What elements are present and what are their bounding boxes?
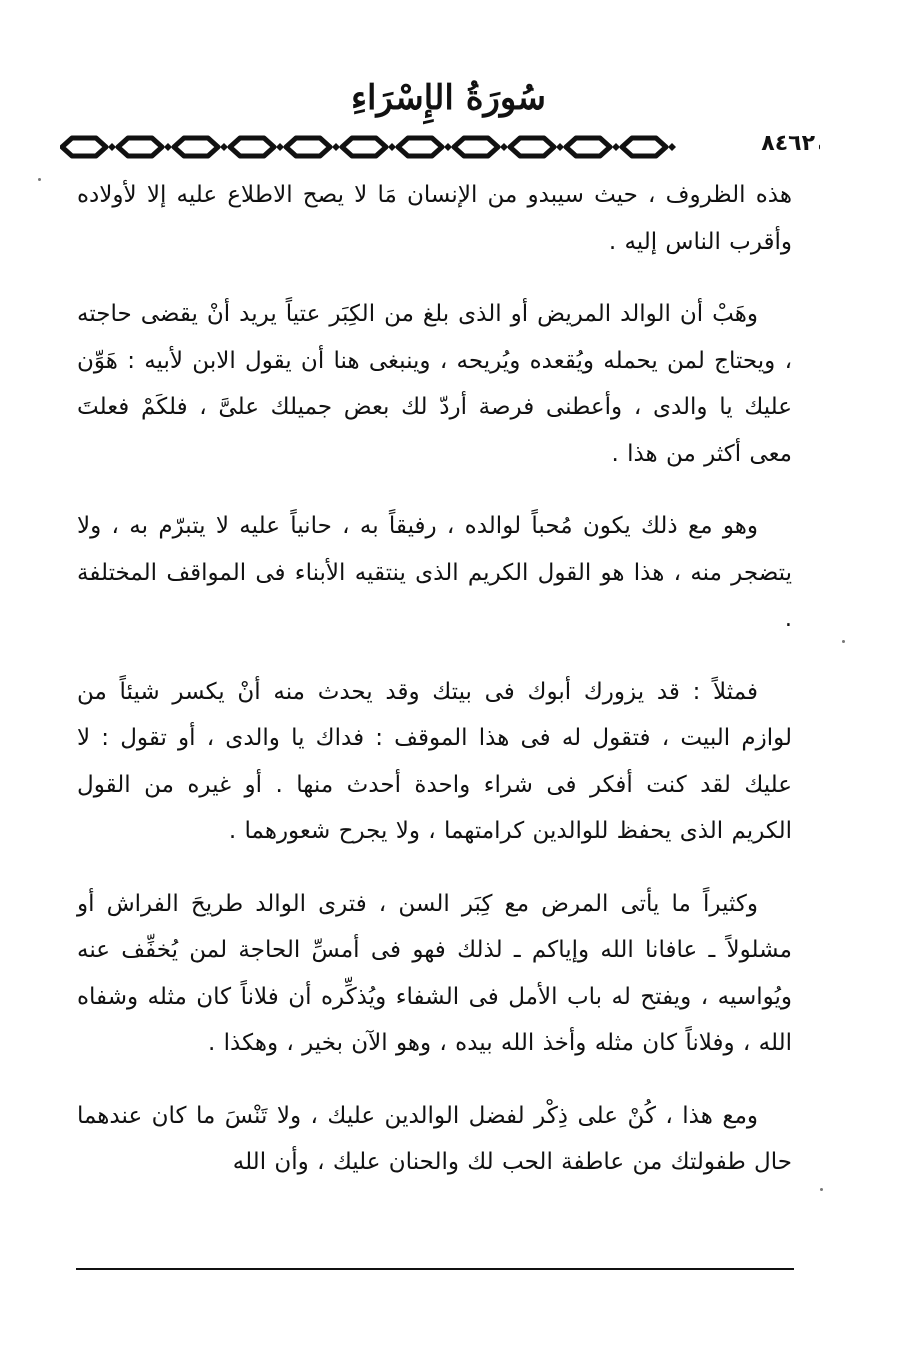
chain-link (230, 138, 274, 156)
surah-title: سُورَةُ الإِسْرَاءِ (351, 78, 546, 118)
chain-diamond (388, 143, 396, 151)
chain-diamond (444, 143, 452, 151)
scan-speck (38, 178, 41, 181)
chain-link (286, 138, 330, 156)
chain-diamond (220, 143, 228, 151)
paragraph-1: هذه الظروف ، حيث سيبدو من الإنسان مَا لا يصح الاطلاع عليه إلا لأولاده وأقرب الناس إليه . (77, 182, 792, 255)
chain-link (566, 138, 610, 156)
chain-link (342, 138, 386, 156)
paragraph-3: وهو مع ذلك يكون مُحباً لوالده ، رفيقاً به ، حانياً عليه لا يتبرّم به ، ولا يتضجر منه ، هذا هو القول الكريم الذى ينتقيه الأبناء فى المواقف المختلفة . (77, 513, 792, 632)
paragraph-6: ومع هذا ، كُنْ على ذِكْر لفضل الوالدين عليك ، ولا تَنْسَ ما كان عندهما حال طفولتك من عاطفة الحب لك والحنان عليك ، وأن الله (77, 1102, 792, 1175)
chain-diamond (668, 143, 676, 151)
chain-link (398, 138, 442, 156)
chain-diamond (108, 143, 116, 151)
scan-speck (842, 640, 845, 643)
chain-diamond (612, 143, 620, 151)
chain-link (454, 138, 498, 156)
paragraph-4: فمثلاً : قد يزورك أبوك فى بيتك وقد يحدث منه أنْ يكسر شيئاً من لوازم البيت ، فتقول له فى هذا الموقف : فداك يا والدى ، أو تقول : لا عليك لقد كنت أفكر فى شراء واحدة أحدث منها . أو غيره من القول الكريم الذى يحفظ للوالدين كرامتهما ، ولا يجرح شعورهما . (77, 678, 792, 844)
chain-link (62, 138, 106, 156)
chain-diamond (500, 143, 508, 151)
chain-diamond (276, 143, 284, 151)
paragraph-5: وكثيراً ما يأتى المرض مع كِبَر السن ، فترى الوالد طريحَ الفراش أو مشلولاً ـ عافانا الله وإياكم ـ لذلك فهو فى أمسِّ الحاجة لمن يُخفِّف عنه ويُواسيه ، ويفتح له باب الأمل فى الشفاء ويُذكِّره أن فلاناً كان مثله وشفاه الله ، وفلاناً كان مثله وأخذ الله بيده ، وهو الآن بخير ، وهكذا . (77, 890, 792, 1056)
chain-diamond (164, 143, 172, 151)
paragraph-2: وهَبْ أن الوالد المريض أو الذى بلغ من الكِبَر عتياً يريد أنْ يقضى حاجته ، ويحتاج لمن يحمله ويُقعده ويُريحه ، وينبغى هنا أن يقول الابن لأبيه : هَوِّن عليك يا والدى ، وأعطنى فرصة أردّ لك بعض جميلك علىَّ ، فلكَمْ فعلتَ معى أكثر من هذا . (77, 301, 792, 467)
footer-rule (76, 1268, 794, 1270)
chain-link (118, 138, 162, 156)
chain-diamond (556, 143, 564, 151)
chain-ornament (60, 130, 820, 164)
page-number: ٨٤٦٢ (757, 128, 819, 160)
chain-link (510, 138, 554, 156)
chain-link (622, 138, 666, 156)
scan-speck (820, 1188, 823, 1191)
chain-diamond (332, 143, 340, 151)
decorative-chain-border (60, 130, 820, 164)
body-text (77, 172, 792, 1212)
chain-link (174, 138, 218, 156)
